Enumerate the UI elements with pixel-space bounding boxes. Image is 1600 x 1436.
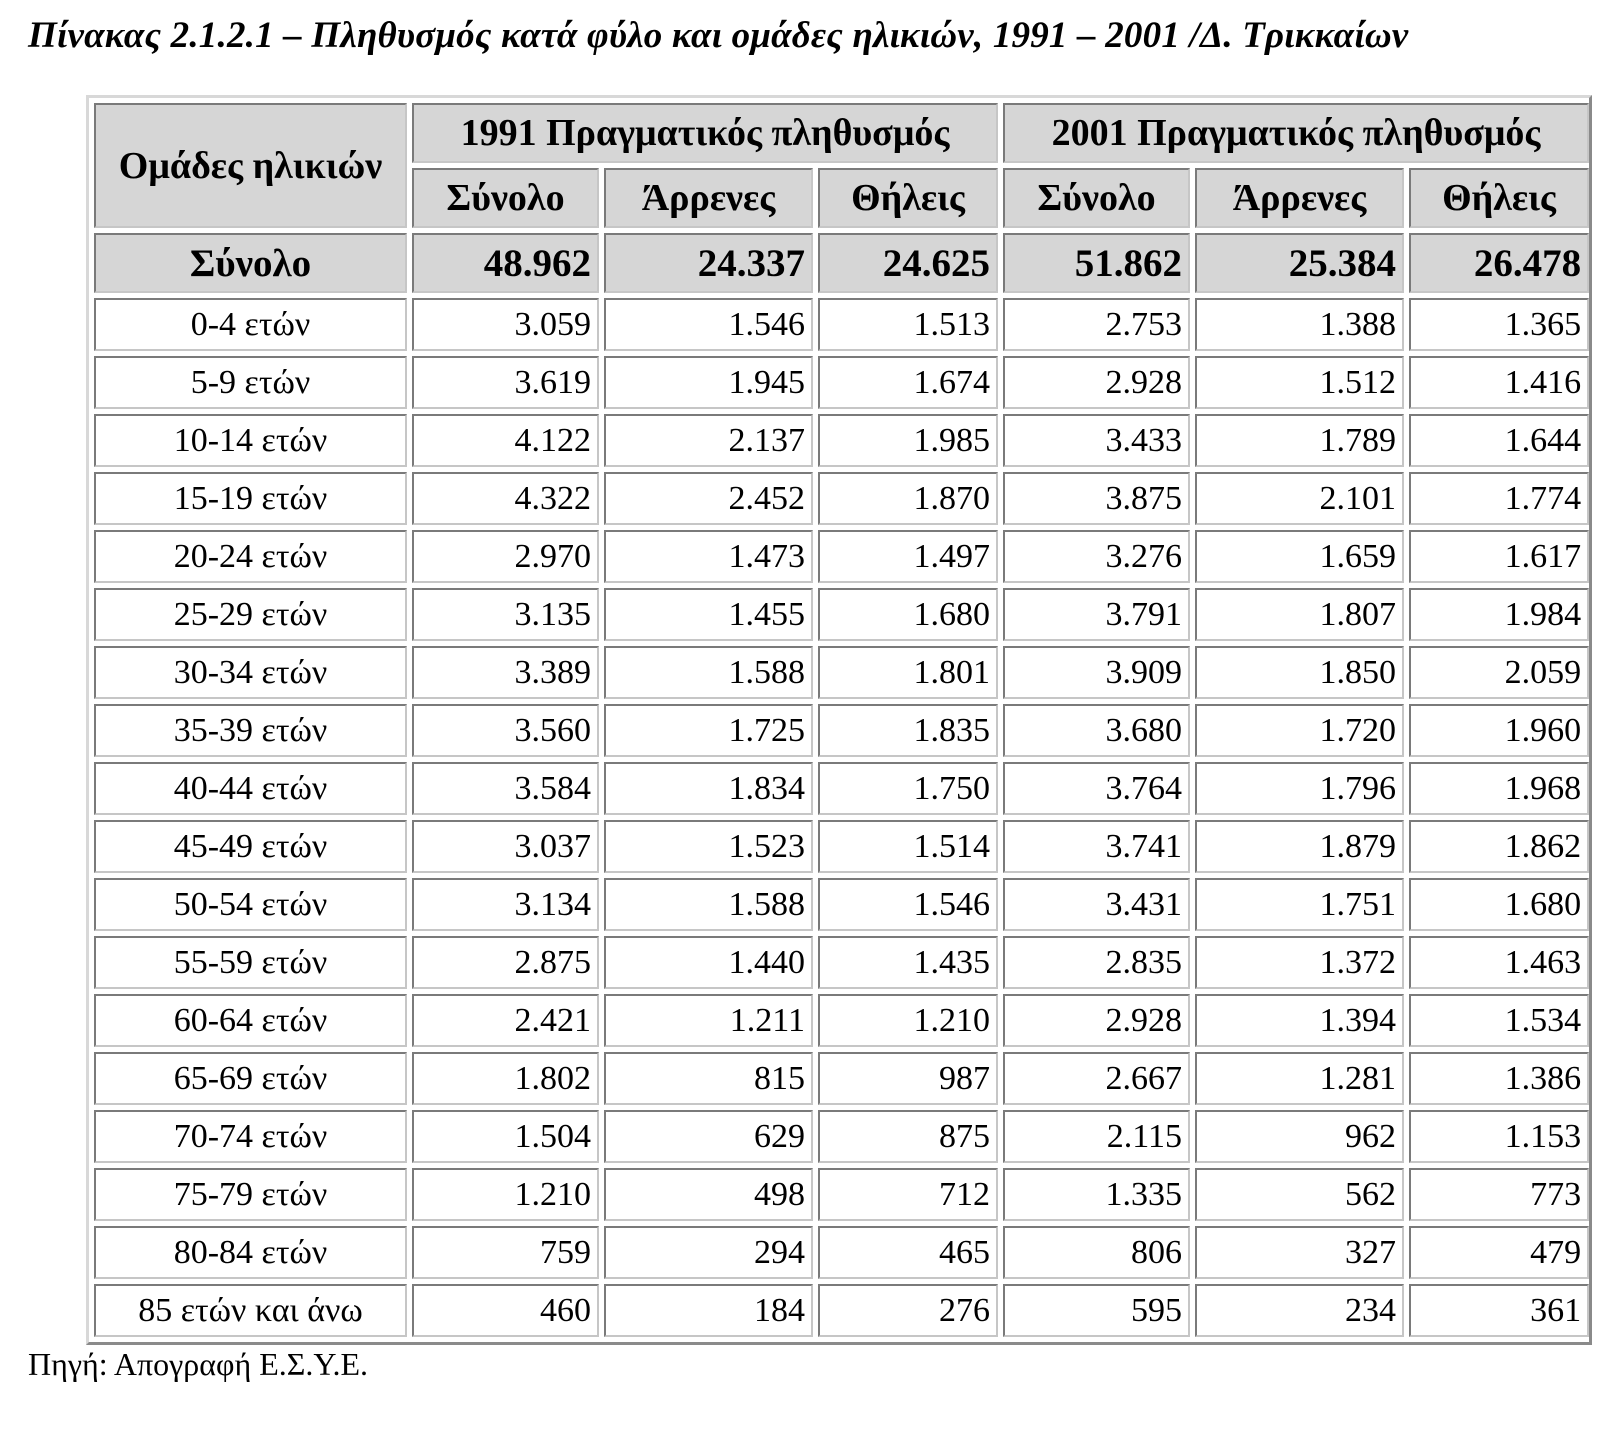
col-female-2001: Θήλεις xyxy=(1409,168,1589,228)
male-2001-cell: 1.720 xyxy=(1195,704,1404,757)
male-2001-cell: 1.659 xyxy=(1195,530,1404,583)
total-row xyxy=(94,233,1589,293)
source-note: Πηγή: Απογραφή Ε.Σ.Υ.Ε. xyxy=(28,1346,369,1382)
col-female-1991: Θήλεις xyxy=(818,168,998,228)
female-1991-cell: 1.801 xyxy=(818,646,998,699)
col-male-1991: Άρρενες xyxy=(604,168,813,228)
total-2001-cell: 3.433 xyxy=(1003,414,1190,467)
total-1991-cell: 3.389 xyxy=(412,646,599,699)
total-2001-cell: 595 xyxy=(1003,1284,1190,1337)
age-group-cell: 40-44 ετών xyxy=(94,762,407,815)
total-1991-cell: 460 xyxy=(412,1284,599,1337)
male-1991-cell: 1.588 xyxy=(604,878,813,931)
population-table xyxy=(86,95,1592,1345)
female-2001-cell: 2.059 xyxy=(1409,646,1589,699)
total-2001-cell: 2.835 xyxy=(1003,936,1190,989)
age-group-cell: 25-29 ετών xyxy=(94,588,407,641)
total-2001-cell: 2.753 xyxy=(1003,298,1190,351)
female-1991-cell: 276 xyxy=(818,1284,998,1337)
male-1991-cell: 184 xyxy=(604,1284,813,1337)
female-2001-cell: 479 xyxy=(1409,1226,1589,1279)
female-1991-cell: 1.497 xyxy=(818,530,998,583)
table-row xyxy=(94,1052,1589,1105)
total-2001-cell: 3.791 xyxy=(1003,588,1190,641)
male-1991-cell: 1.455 xyxy=(604,588,813,641)
table-row xyxy=(94,1284,1589,1337)
total-1991-cell: 759 xyxy=(412,1226,599,1279)
male-1991-cell: 294 xyxy=(604,1226,813,1279)
age-group-cell: 5-9 ετών xyxy=(94,356,407,409)
age-group-cell: 60-64 ετών xyxy=(94,994,407,1047)
age-group-cell: 80-84 ετών xyxy=(94,1226,407,1279)
male-2001-cell: 1.789 xyxy=(1195,414,1404,467)
female-1991-cell: 712 xyxy=(818,1168,998,1221)
male-1991-cell: 1.546 xyxy=(604,298,813,351)
female-1991-cell: 1.870 xyxy=(818,472,998,525)
total-2001-cell: 1.335 xyxy=(1003,1168,1190,1221)
female-2001-cell: 1.153 xyxy=(1409,1110,1589,1163)
total-2001-cell: 2.928 xyxy=(1003,356,1190,409)
female-2001-cell: 361 xyxy=(1409,1284,1589,1337)
female-1991-cell: 1.513 xyxy=(818,298,998,351)
age-group-cell: 65-69 ετών xyxy=(94,1052,407,1105)
age-group-cell: 0-4 ετών xyxy=(94,298,407,351)
year-1991-header: 1991 Πραγματικός πληθυσμός xyxy=(412,103,998,163)
total-1991-cell: 3.059 xyxy=(412,298,599,351)
male-1991-cell: 1.211 xyxy=(604,994,813,1047)
male-1991-cell: 629 xyxy=(604,1110,813,1163)
male-2001-cell: 1.807 xyxy=(1195,588,1404,641)
year-2001-header: 2001 Πραγματικός πληθυσμός xyxy=(1003,103,1589,163)
col-total-2001: Σύνολο xyxy=(1003,168,1190,228)
female-1991-cell: 1.514 xyxy=(818,820,998,873)
male-2001-cell: 1.796 xyxy=(1195,762,1404,815)
female-1991-cell: 1.546 xyxy=(818,878,998,931)
male-2001-cell: 234 xyxy=(1195,1284,1404,1337)
age-group-cell: 15-19 ετών xyxy=(94,472,407,525)
table-row xyxy=(94,414,1589,467)
total-2001-cell: 3.741 xyxy=(1003,820,1190,873)
population-table-grid xyxy=(89,98,1594,1342)
col-total-1991: Σύνολο xyxy=(412,168,599,228)
table-row xyxy=(94,530,1589,583)
table-row xyxy=(94,704,1589,757)
female-1991-cell: 465 xyxy=(818,1226,998,1279)
male-2001-cell: 1.394 xyxy=(1195,994,1404,1047)
male-2001-cell: 2.101 xyxy=(1195,472,1404,525)
table-row xyxy=(94,1168,1589,1221)
total-1991-cell: 3.135 xyxy=(412,588,599,641)
table-row xyxy=(94,472,1589,525)
male-1991-cell: 1.834 xyxy=(604,762,813,815)
total-2001-all: 51.862 xyxy=(1003,233,1190,293)
male-2001-cell: 1.388 xyxy=(1195,298,1404,351)
total-2001-cell: 3.431 xyxy=(1003,878,1190,931)
male-1991-cell: 1.523 xyxy=(604,820,813,873)
total-2001-cell: 3.764 xyxy=(1003,762,1190,815)
table-row xyxy=(94,820,1589,873)
male-2001-cell: 1.879 xyxy=(1195,820,1404,873)
table-row xyxy=(94,762,1589,815)
female-1991-cell: 1.835 xyxy=(818,704,998,757)
col-male-2001: Άρρενες xyxy=(1195,168,1404,228)
male-1991-cell: 2.137 xyxy=(604,414,813,467)
age-group-cell: 75-79 ετών xyxy=(94,1168,407,1221)
total-1991-cell: 3.134 xyxy=(412,878,599,931)
total-2001-cell: 806 xyxy=(1003,1226,1190,1279)
age-group-cell: 45-49 ετών xyxy=(94,820,407,873)
total-1991-cell: 3.560 xyxy=(412,704,599,757)
female-1991-cell: 1.674 xyxy=(818,356,998,409)
total-1991-cell: 1.802 xyxy=(412,1052,599,1105)
female-1991-cell: 1.435 xyxy=(818,936,998,989)
male-2001-cell: 1.281 xyxy=(1195,1052,1404,1105)
table-row xyxy=(94,588,1589,641)
female-2001-cell: 1.386 xyxy=(1409,1052,1589,1105)
age-group-cell: 70-74 ετών xyxy=(94,1110,407,1163)
male-2001-cell: 1.850 xyxy=(1195,646,1404,699)
total-1991-cell: 3.037 xyxy=(412,820,599,873)
table-row xyxy=(94,298,1589,351)
male-1991-cell: 1.945 xyxy=(604,356,813,409)
female-2001-cell: 1.774 xyxy=(1409,472,1589,525)
total-1991-cell: 4.322 xyxy=(412,472,599,525)
total-1991-cell: 3.584 xyxy=(412,762,599,815)
male-2001-cell: 1.372 xyxy=(1195,936,1404,989)
female-1991-cell: 1.750 xyxy=(818,762,998,815)
age-group-cell: 55-59 ετών xyxy=(94,936,407,989)
female-2001-cell: 1.416 xyxy=(1409,356,1589,409)
total-2001-cell: 3.875 xyxy=(1003,472,1190,525)
total-1991-cell: 2.875 xyxy=(412,936,599,989)
total-1991-cell: 2.970 xyxy=(412,530,599,583)
age-group-cell: 35-39 ετών xyxy=(94,704,407,757)
total-1991-cell: 2.421 xyxy=(412,994,599,1047)
age-group-cell: 50-54 ετών xyxy=(94,878,407,931)
age-groups-header: Ομάδες ηλικιών xyxy=(94,103,407,228)
total-2001-cell: 2.115 xyxy=(1003,1110,1190,1163)
female-1991-cell: 875 xyxy=(818,1110,998,1163)
total-2001-cell: 3.680 xyxy=(1003,704,1190,757)
total-2001-cell: 3.909 xyxy=(1003,646,1190,699)
table-row xyxy=(94,936,1589,989)
female-1991-cell: 1.210 xyxy=(818,994,998,1047)
total-1991-male: 24.337 xyxy=(604,233,813,293)
total-1991-cell: 1.504 xyxy=(412,1110,599,1163)
female-2001-cell: 1.968 xyxy=(1409,762,1589,815)
male-1991-cell: 498 xyxy=(604,1168,813,1221)
age-group-cell: 30-34 ετών xyxy=(94,646,407,699)
total-2001-cell: 2.928 xyxy=(1003,994,1190,1047)
female-2001-cell: 1.680 xyxy=(1409,878,1589,931)
male-1991-cell: 1.588 xyxy=(604,646,813,699)
female-2001-cell: 1.617 xyxy=(1409,530,1589,583)
male-2001-cell: 1.512 xyxy=(1195,356,1404,409)
header-row-years xyxy=(94,103,1589,163)
female-2001-cell: 1.984 xyxy=(1409,588,1589,641)
female-2001-cell: 1.862 xyxy=(1409,820,1589,873)
male-2001-cell: 1.751 xyxy=(1195,878,1404,931)
male-1991-cell: 1.725 xyxy=(604,704,813,757)
female-1991-cell: 987 xyxy=(818,1052,998,1105)
total-2001-female: 26.478 xyxy=(1409,233,1589,293)
total-1991-cell: 3.619 xyxy=(412,356,599,409)
male-2001-cell: 562 xyxy=(1195,1168,1404,1221)
total-1991-all: 48.962 xyxy=(412,233,599,293)
male-1991-cell: 2.452 xyxy=(604,472,813,525)
female-2001-cell: 1.365 xyxy=(1409,298,1589,351)
age-group-cell: 85 ετών και άνω xyxy=(94,1284,407,1337)
table-row xyxy=(94,1226,1589,1279)
male-1991-cell: 815 xyxy=(604,1052,813,1105)
female-1991-cell: 1.680 xyxy=(818,588,998,641)
female-1991-cell: 1.985 xyxy=(818,414,998,467)
table-row xyxy=(94,1110,1589,1163)
female-2001-cell: 1.644 xyxy=(1409,414,1589,467)
male-1991-cell: 1.473 xyxy=(604,530,813,583)
total-2001-cell: 2.667 xyxy=(1003,1052,1190,1105)
age-group-cell: 20-24 ετών xyxy=(94,530,407,583)
total-1991-female: 24.625 xyxy=(818,233,998,293)
total-1991-cell: 1.210 xyxy=(412,1168,599,1221)
total-2001-cell: 3.276 xyxy=(1003,530,1190,583)
male-2001-cell: 962 xyxy=(1195,1110,1404,1163)
total-1991-cell: 4.122 xyxy=(412,414,599,467)
female-2001-cell: 1.463 xyxy=(1409,936,1589,989)
female-2001-cell: 1.534 xyxy=(1409,994,1589,1047)
table-row xyxy=(94,646,1589,699)
female-2001-cell: 1.960 xyxy=(1409,704,1589,757)
table-row xyxy=(94,994,1589,1047)
male-1991-cell: 1.440 xyxy=(604,936,813,989)
age-group-cell: 10-14 ετών xyxy=(94,414,407,467)
male-2001-cell: 327 xyxy=(1195,1226,1404,1279)
page-title: Πίνακας 2.1.2.1 – Πληθυσμός κατά φύλο και ομάδες ηλικιών, 1991 – 2001 /Δ. Τρικκαίων xyxy=(28,15,1409,56)
table-row xyxy=(94,878,1589,931)
total-row-label: Σύνολο xyxy=(94,233,407,293)
female-2001-cell: 773 xyxy=(1409,1168,1589,1221)
table-row xyxy=(94,356,1589,409)
total-2001-male: 25.384 xyxy=(1195,233,1404,293)
